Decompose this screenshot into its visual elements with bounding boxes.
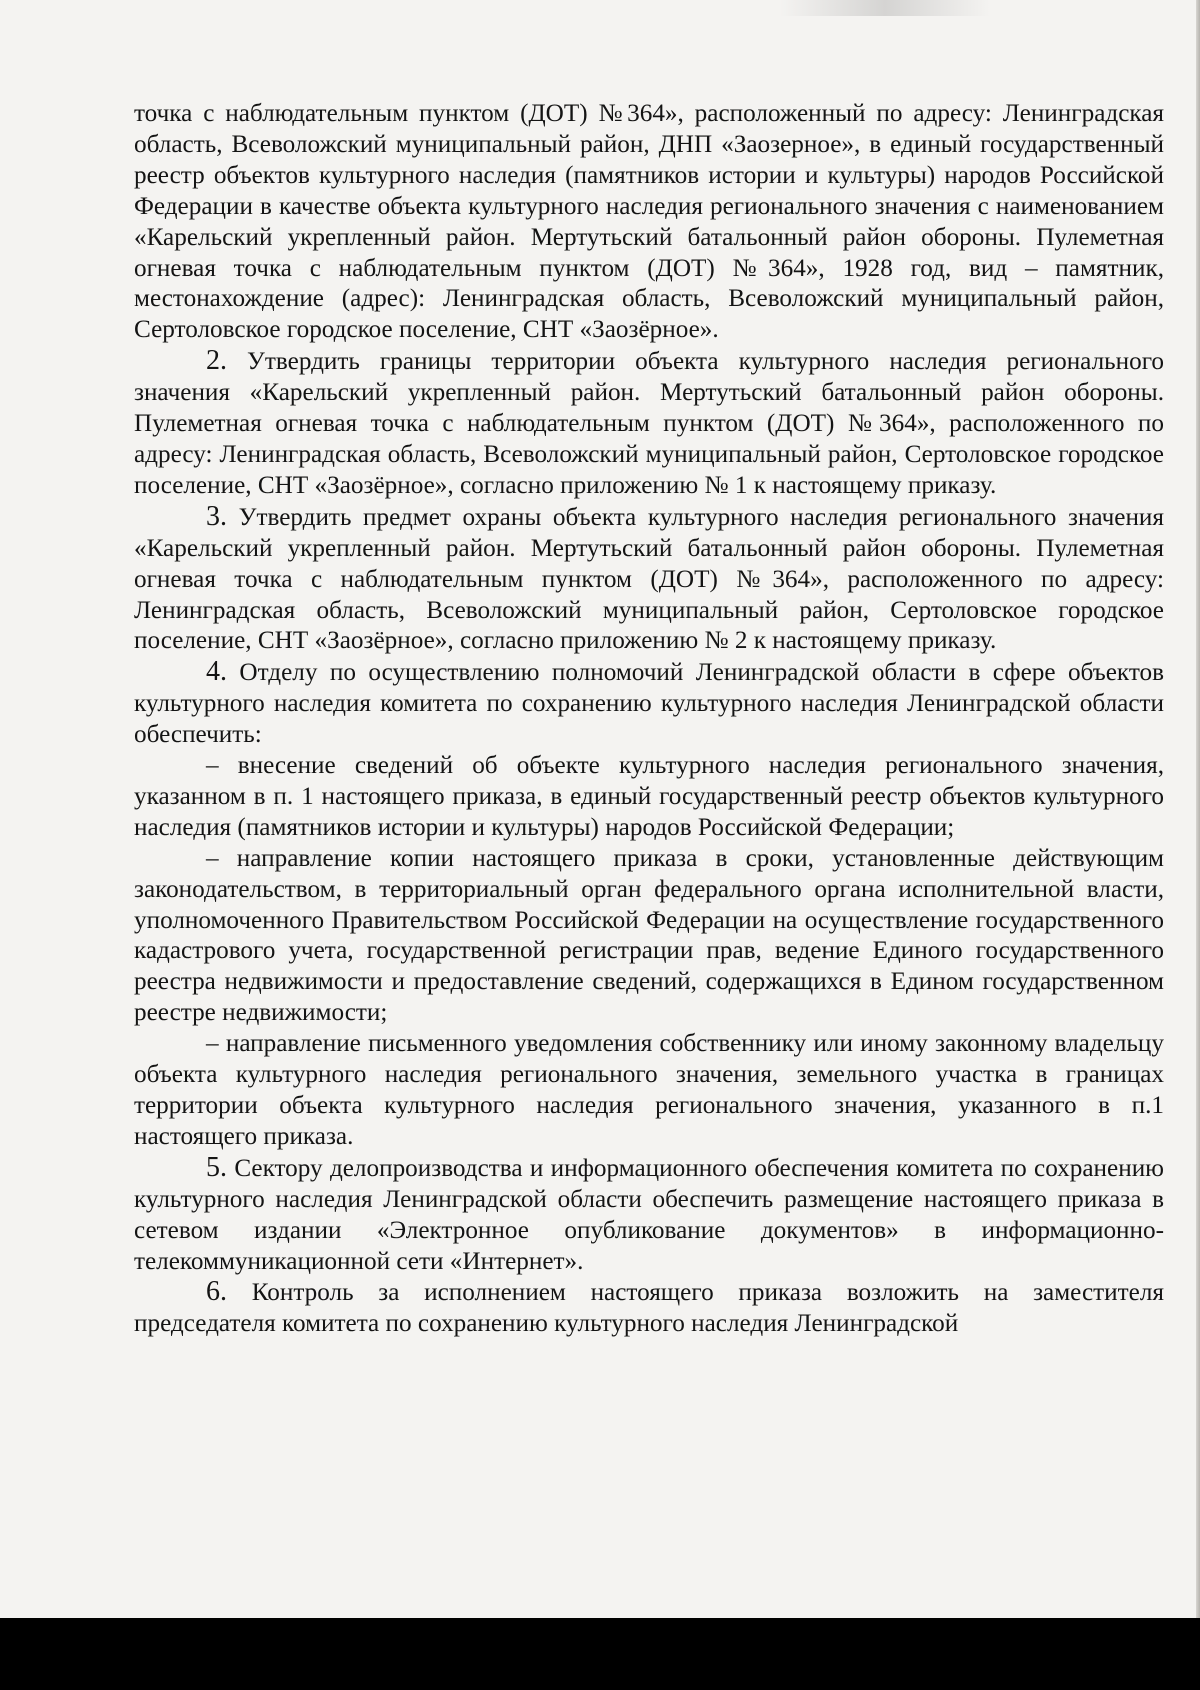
scan-bottom-black-bar [0,1618,1200,1690]
paragraph-text: точка с наблюдательным пунктом (ДОТ) №364», расположенный по адресу: Ленинградская область, Всеволожский муниципальный район, ДНП «Заозерное», в единый государственный реестр объектов культурного наследия (памятников истории и культуры) народов Российской Федерации в качестве объекта культурного наследия регионального значения с наименованием «Карельский укрепленный район. Мертутьский батальонный район обороны. Пулеметная огневая точка с наблюдательным пунктом (ДОТ) №364», 1928 год, вид – памятник, местонахождение (адрес): Ленинградская область, Всеволожский муниципальный район, Сертоловское городское поселение, СНТ «Заозёрное». [134,100,1164,344]
paragraph-item-4 [134,657,1164,751]
item-number: 4. [206,656,227,688]
paragraph-text: Отделу по осуществлению полномочий Ленинградской области в сфере объектов культурного наследия комитета по сохранению культурного наследия Ленинградской области обеспечить: [134,659,1164,749]
list-item-text: – внесение сведений об объекте культурного наследия регионального значения, указанном в п. 1 настоящего приказа, в единый государственный реестр объектов культурного наследия (памятников истории и культуры) народов Российской Федерации; [134,752,1164,841]
paragraph-item-3 [134,502,1164,658]
item-number: 6. [206,1276,227,1308]
document-body [134,99,1164,1340]
list-item-dash-2 [134,844,1164,1029]
item-number: 2. [206,345,227,377]
list-item-dash-3 [134,1029,1164,1153]
paragraph-text: Утвердить предмет охраны объекта культурного наследия регионального значения «Карельский укрепленный район. Мертутьский батальонный район обороны. Пулеметная огневая точка с наблюдательным пунктом (ДОТ) №364», расположенного по адресу: Ленинградская область, Всеволожский муниципальный район, Сертоловское городское поселение, СНТ «Заозёрное», согласно приложению № 2 к настоящему приказу. [134,503,1164,655]
paragraph-text: Контроль за исполнением настоящего приказа возложить на заместителя председателя комитета по сохранению культурного наследия Ленинградской [134,1279,1164,1338]
paragraph-text: Сектору делопроизводства и информационного обеспечения комитета по сохранению культурного наследия Ленинградской области обеспечить размещение настоящего приказа в сетевом издании «Электронное опубликование документов» в информационно-телекоммуникационной сети «Интернет». [134,1154,1164,1275]
list-item-dash-1 [134,751,1164,844]
item-number: 5. [206,1151,227,1183]
list-item-text: – направление письменного уведомления собственнику или иному законному владельцу объекта культурного наследия регионального значения, земельного участка в границах территории объекта культурного наследия регионального значения, указанного в п.1 настоящего приказа. [134,1030,1164,1150]
paragraph-text: Утвердить границы территории объекта культурного наследия регионального значения «Карельский укрепленный район. Мертутьский батальонный район обороны. Пулеметная огневая точка с наблюдательным пунктом (ДОТ) №364», расположенного по адресу: Ленинградская область, Всеволожский муниципальный район, Сертоловское городское поселение, СНТ «Заозёрное», согласно приложению № 1 к настоящему приказу. [134,348,1164,499]
scan-artifact [780,0,990,16]
scan-edge-shadow [1196,0,1200,1690]
paragraph-item-5 [134,1153,1164,1278]
paragraph-item-2 [134,346,1164,502]
paragraph-continuation [134,99,1164,346]
item-number: 3. [206,500,227,532]
paragraph-item-6 [134,1277,1164,1340]
list-item-text: – направление копии настоящего приказа в сроки, установленные действующим законодательством, в территориальный орган федерального органа исполнительной власти, уполномоченного Правительством Российской Федерации на осуществление государственного кадастрового учета, государственной регистрации прав, ведение Единого государственного реестра недвижимости и предоставление сведений, содержащихся в Едином государственном реестре недвижимости; [134,844,1164,1027]
